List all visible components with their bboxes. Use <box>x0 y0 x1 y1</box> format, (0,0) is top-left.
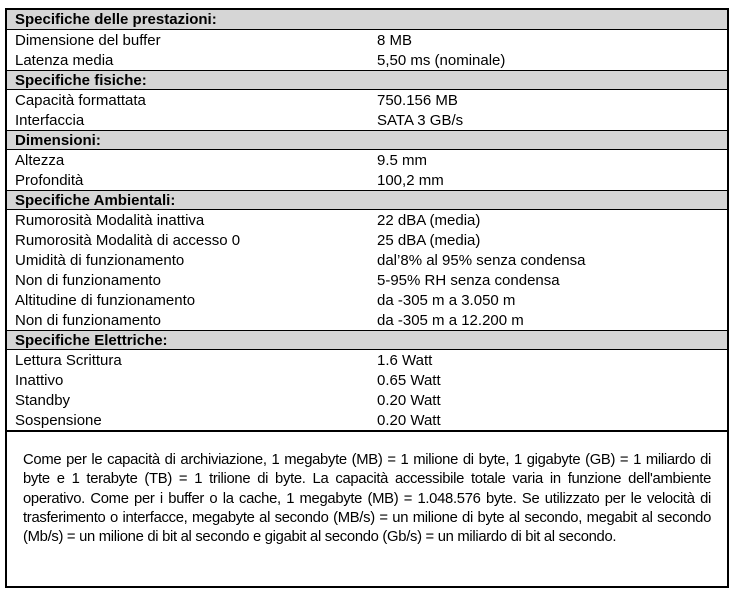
row-label: Standby <box>15 391 71 409</box>
table-row <box>7 370 727 390</box>
table-row <box>7 270 727 290</box>
row-value: 0.20 Watt <box>377 411 441 429</box>
section-header-elettriche: Specifiche Elettriche: <box>7 330 727 350</box>
row-label: Rumorosità Modalità di accesso 0 <box>15 231 241 249</box>
spec-sheet <box>5 8 729 588</box>
row-label: Latenza media <box>15 51 114 69</box>
table-row <box>7 90 727 110</box>
capacity-footnote-text: Come per le capacità di archiviazione, 1 megabyte (MB) = 1 milione di byte, 1 gigabyte (GB) = 1 miliardo di byte e 1 terabyte (TB) = 1 trilione di byte. La capacità accessibile totale varia in funzione dell'ambiente operativo. Come per i buffer o la cache, 1 megabyte (MB) = 1.048.576 byte. Se utilizzato per le velocità di trasferimento o interfacce, megabyte al secondo (MB/s) = un milione di byte al secondo, megabit al secondo (Mb/s) = un milione di bit al secondo e gigabit al secondo (Gb/s) = un miliardo di bit al secondo. <box>7 430 727 586</box>
row-value: 5-95% RH senza condensa <box>377 271 560 289</box>
table-row <box>7 310 727 330</box>
table-row <box>7 50 727 70</box>
row-label: Lettura Scrittura <box>15 351 122 369</box>
spec-table <box>7 10 727 430</box>
row-label: Non di funzionamento <box>15 271 161 289</box>
row-value: 0.20 Watt <box>377 391 441 409</box>
table-row <box>7 290 727 310</box>
section-header-prestazioni: Specifiche delle prestazioni: <box>7 10 727 30</box>
row-value: 1.6 Watt <box>377 351 433 369</box>
row-value: da -305 m a 12.200 m <box>377 311 524 329</box>
row-label: Altitudine di funzionamento <box>15 291 196 309</box>
section-header-ambientali: Specifiche Ambientali: <box>7 190 727 210</box>
row-value: dal’8% al 95% senza condensa <box>377 251 586 269</box>
row-value: da -305 m a 3.050 m <box>377 291 516 309</box>
section-header-fisiche: Specifiche fisiche: <box>7 70 727 90</box>
table-row <box>7 30 727 50</box>
row-label: Dimensione del buffer <box>15 31 161 49</box>
table-row <box>7 150 727 170</box>
table-row <box>7 210 727 230</box>
row-value: 5,50 ms (nominale) <box>377 51 506 69</box>
row-value: SATA 3 GB/s <box>377 111 464 129</box>
row-label: Profondità <box>15 171 84 189</box>
row-label: Rumorosità Modalità inattiva <box>15 211 205 229</box>
table-row <box>7 110 727 130</box>
row-value: 750.156 MB <box>377 91 458 109</box>
table-row <box>7 410 727 430</box>
table-row <box>7 250 727 270</box>
row-value: 8 MB <box>377 31 413 49</box>
row-value: 9.5 mm <box>377 151 428 169</box>
table-row <box>7 350 727 370</box>
row-label: Altezza <box>15 151 65 169</box>
table-row <box>7 170 727 190</box>
row-label: Inattivo <box>15 371 64 389</box>
table-row <box>7 230 727 250</box>
row-label: Umidità di funzionamento <box>15 251 185 269</box>
section-header-dimensioni: Dimensioni: <box>7 130 727 150</box>
row-value: 25 dBA (media) <box>377 231 481 249</box>
row-label: Non di funzionamento <box>15 311 161 329</box>
row-label: Capacità formattata <box>15 91 146 109</box>
row-value: 100,2 mm <box>377 171 444 189</box>
row-value: 0.65 Watt <box>377 371 441 389</box>
table-row <box>7 390 727 410</box>
row-label: Sospensione <box>15 411 102 429</box>
row-label: Interfaccia <box>15 111 85 129</box>
row-value: 22 dBA (media) <box>377 211 481 229</box>
